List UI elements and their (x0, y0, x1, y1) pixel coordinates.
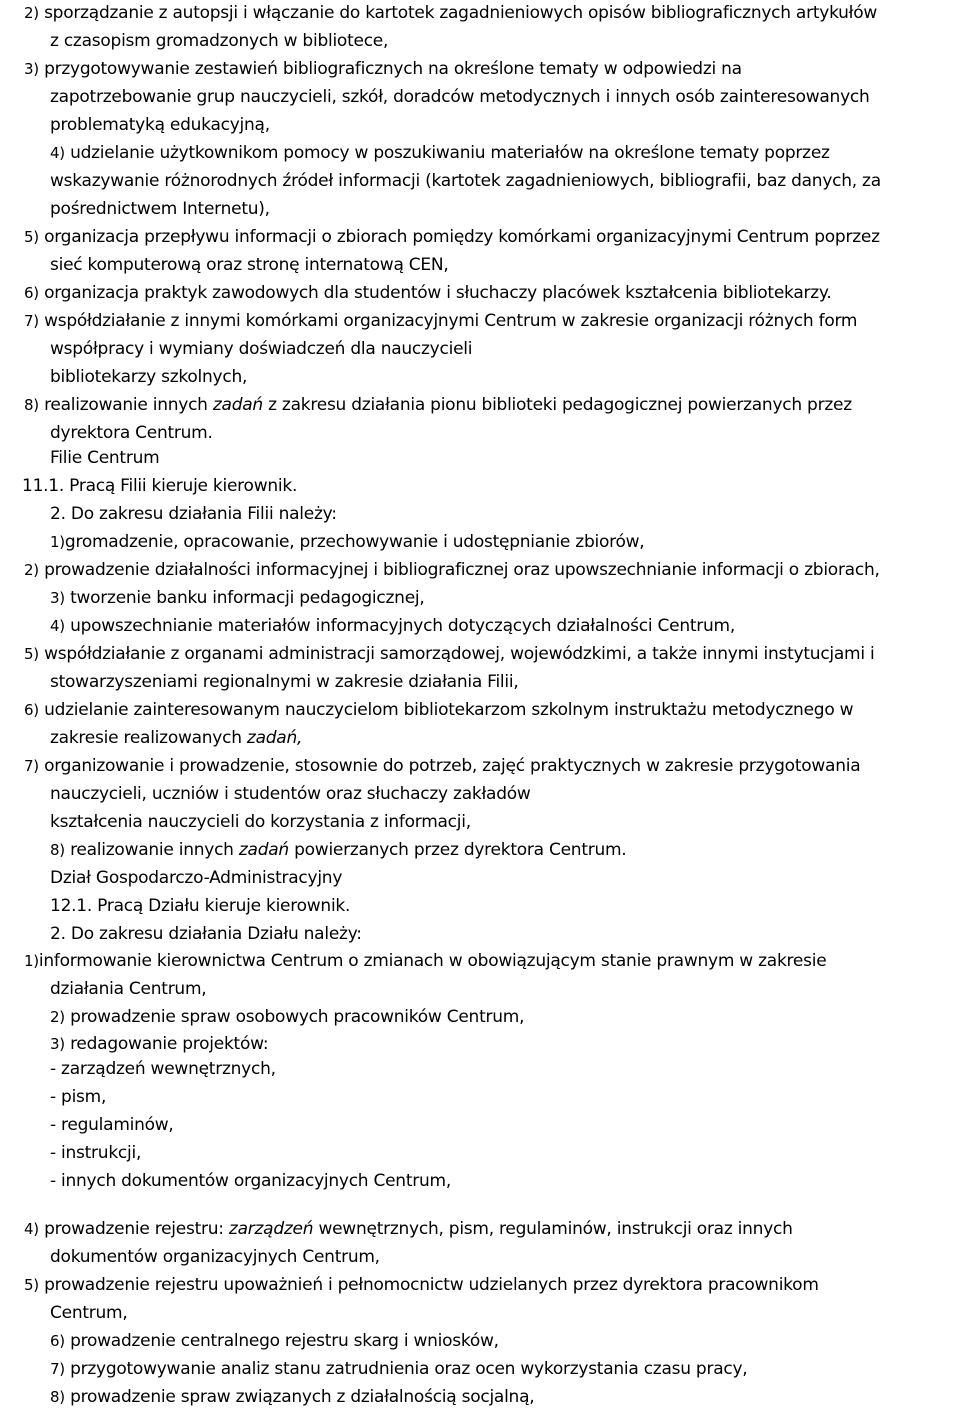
item-number: 1) (24, 952, 39, 970)
line-text: - regulaminów, (50, 1115, 174, 1135)
line-text: wewnętrznych, pism, regulaminów, instrukcji oraz innych (318, 1219, 793, 1239)
line-text: prowadzenie rejestru upoważnień i pełnomocnictw udzielanych przez dyrektora pracownikom (44, 1275, 819, 1295)
text-line (50, 254, 449, 276)
line-text: problematyką edukacyjną, (50, 115, 270, 135)
line-text: informowanie kierownictwa Centrum o zmianach w obowiązującym stanie prawnym w zakresie (38, 951, 827, 971)
line-text: bibliotekarzy szkolnych, (50, 367, 248, 387)
text-line (50, 1086, 106, 1108)
line-text: sieć komputerową oraz stronę internatową CEN, (50, 255, 449, 275)
line-text: upowszechnianie materiałów informacyjnych dotyczących działalności Centrum, (70, 616, 735, 636)
text-line (50, 783, 531, 805)
text-line (50, 142, 830, 164)
text-line (24, 1274, 819, 1296)
text-line (50, 338, 472, 360)
text-line (50, 422, 213, 444)
line-text: - zarządzeń wewnętrznych, (50, 1059, 276, 1079)
text-line (50, 671, 519, 693)
line-text: realizowanie innych (44, 395, 208, 415)
text-line (22, 475, 297, 497)
item-number: 8) (24, 396, 39, 414)
line-text: dokumentów organizacyjnych Centrum, (50, 1247, 380, 1267)
line-text: współdziałanie z innymi komórkami organizacyjnymi Centrum w zakresie organizacji różnych form (44, 311, 858, 331)
text-line (50, 1006, 524, 1028)
item-number: 4) (50, 144, 65, 162)
item-number: 8) (50, 841, 65, 859)
line-text: zapotrzebowanie grup nauczycieli, szkół, doradców metodycznych i innych osób zainteresowanych (50, 87, 870, 107)
item-number: 8) (50, 1388, 65, 1406)
item-number: 6) (24, 284, 39, 302)
text-line (24, 755, 860, 777)
text-line (24, 310, 857, 332)
line-text: współpracy i wymiany doświadczeń dla nauczycieli (50, 339, 473, 359)
text-line (50, 86, 870, 108)
italic-text: zarządzeń (228, 1219, 314, 1239)
line-text: organizowanie i prowadzenie, stosownie do potrzeb, zajęć praktycznych w zakresie przygotowania (44, 756, 861, 776)
line-text: tworzenie banku informacji pedagogicznej, (70, 588, 425, 608)
italic-text: zadań, (246, 728, 303, 748)
item-number: 6) (50, 1332, 65, 1350)
line-text: prowadzenie spraw osobowych pracowników Centrum, (70, 1007, 525, 1027)
text-line (50, 615, 735, 637)
line-text: 12.1. Pracą Działu kieruje kierownik. (50, 896, 351, 916)
text-line (24, 559, 880, 581)
line-text: z zakresu działania pionu biblioteki pedagogicznej powierzanych przez (268, 395, 852, 415)
line-text: Filie Centrum (50, 448, 160, 468)
line-text: z czasopism gromadzonych w bibliotece, (50, 31, 389, 51)
line-text: - instrukcji, (50, 1143, 142, 1163)
line-text: prowadzenie działalności informacyjnej i bibliograficznej oraz upowszechnianie informacji o zbiorach, (44, 560, 880, 580)
item-number: 3) (50, 1035, 65, 1053)
item-number: 2) (24, 561, 39, 579)
text-line (50, 30, 388, 52)
line-text: redagowanie projektów: (70, 1034, 269, 1054)
line-text: Centrum, (50, 1303, 128, 1323)
text-line (50, 503, 337, 525)
text-line (50, 1142, 141, 1164)
line-text: dyrektora Centrum. (50, 423, 213, 443)
item-number: 2) (50, 1008, 65, 1026)
text-line (50, 587, 425, 609)
item-number: 6) (24, 701, 39, 719)
item-number: 3) (50, 589, 65, 607)
line-text: 2. Do zakresu działania Działu należy: (50, 924, 362, 944)
item-number: 7) (50, 1360, 65, 1378)
text-line (50, 1114, 174, 1136)
text-line (24, 643, 874, 665)
line-text: stowarzyszeniami regionalnymi w zakresie działania Filii, (50, 672, 519, 692)
text-line (24, 226, 880, 248)
line-text: sporządzanie z autopsji i włączanie do kartotek zagadnieniowych opisów bibliograficznych artykułów (44, 3, 878, 23)
text-line (50, 923, 362, 945)
section-heading (50, 447, 159, 469)
line-text: - innych dokumentów organizacyjnych Centrum, (50, 1171, 451, 1191)
line-text: nauczycieli, uczniów i studentów oraz słuchaczy zakładów (50, 784, 531, 804)
text-line (24, 58, 742, 80)
line-text: wskazywanie różnorodnych źródeł informacji (kartotek zagadnieniowych, bibliografii, baz danych, za (50, 171, 881, 191)
line-text: Dział Gospodarczo-Administracyjny (50, 868, 343, 888)
line-text: kształcenia nauczycieli do korzystania z informacji, (50, 812, 471, 832)
item-number: 1) (50, 533, 65, 551)
text-line (50, 366, 247, 388)
text-line (50, 114, 270, 136)
text-line (50, 1386, 534, 1408)
item-number: 5) (24, 1276, 39, 1294)
line-text: przygotowywanie analiz stanu zatrudnienia oraz ocen wykorzystania czasu pracy, (70, 1359, 748, 1379)
line-text: organizacja przepływu informacji o zbiorach pomiędzy komórkami organizacyjnymi Centrum poprzez (44, 227, 880, 247)
line-text: przygotowywanie zestawień bibliograficznych na określone tematy w odpowiedzi na (44, 59, 742, 79)
line-text: gromadzenie, opracowanie, przechowywanie i udostępnianie zbiorów, (64, 532, 645, 552)
text-line (50, 1058, 276, 1080)
line-text: pośrednictwem Internetu), (50, 199, 270, 219)
line-text: realizowanie innych (70, 840, 234, 860)
text-line (24, 394, 852, 416)
line-text: powierzanych przez dyrektora Centrum. (294, 840, 627, 860)
text-line (50, 839, 626, 861)
text-line (50, 1330, 499, 1352)
text-line (50, 1358, 747, 1380)
text-line (50, 531, 644, 553)
text-line (50, 198, 270, 220)
text-line (50, 811, 471, 833)
text-line (24, 699, 853, 721)
text-line (50, 895, 350, 917)
text-line (50, 1246, 380, 1268)
text-line (50, 170, 881, 192)
section-heading (50, 867, 342, 889)
item-number: 5) (24, 228, 39, 246)
line-text: działania Centrum, (50, 979, 207, 999)
line-text: prowadzenie spraw związanych z działalnością socjalną, (70, 1387, 535, 1407)
text-line (24, 2, 877, 24)
item-number: 7) (24, 757, 39, 775)
italic-text: zadań (212, 395, 263, 415)
text-line (24, 282, 831, 304)
item-number: 4) (50, 617, 65, 635)
line-text: udzielanie zainteresowanym nauczycielom bibliotekarzom szkolnym instruktażu metodycznego w (44, 700, 854, 720)
line-text: zakresie realizowanych (50, 728, 242, 748)
line-text: współdziałanie z organami administracji samorządowej, wojewódzkimi, a także innymi instytucjami i (44, 644, 875, 664)
item-number: 3) (24, 60, 39, 78)
line-text: prowadzenie rejestru: (44, 1219, 224, 1239)
text-line (50, 1302, 128, 1324)
text-line (24, 1218, 793, 1240)
item-number: 2) (24, 4, 39, 22)
line-text: 11.1. Pracą Filii kieruje kierownik. (22, 476, 298, 496)
line-text: prowadzenie centralnego rejestru skarg i wniosków, (70, 1331, 499, 1351)
item-number: 7) (24, 312, 39, 330)
line-text: udzielanie użytkownikom pomocy w poszukiwaniu materiałów na określone tematy poprzez (70, 143, 830, 163)
line-text: organizacja praktyk zawodowych dla studentów i słuchaczy placówek kształcenia bibliotekarzy. (44, 283, 832, 303)
item-number: 4) (24, 1220, 39, 1238)
line-text: - pism, (50, 1087, 107, 1107)
line-text: 2. Do zakresu działania Filii należy: (50, 504, 337, 524)
item-number: 5) (24, 645, 39, 663)
text-line (50, 1033, 268, 1055)
text-line (50, 1170, 451, 1192)
text-line (24, 950, 826, 972)
text-line (50, 978, 206, 1000)
italic-text: zadań (238, 840, 289, 860)
text-line (50, 727, 302, 749)
